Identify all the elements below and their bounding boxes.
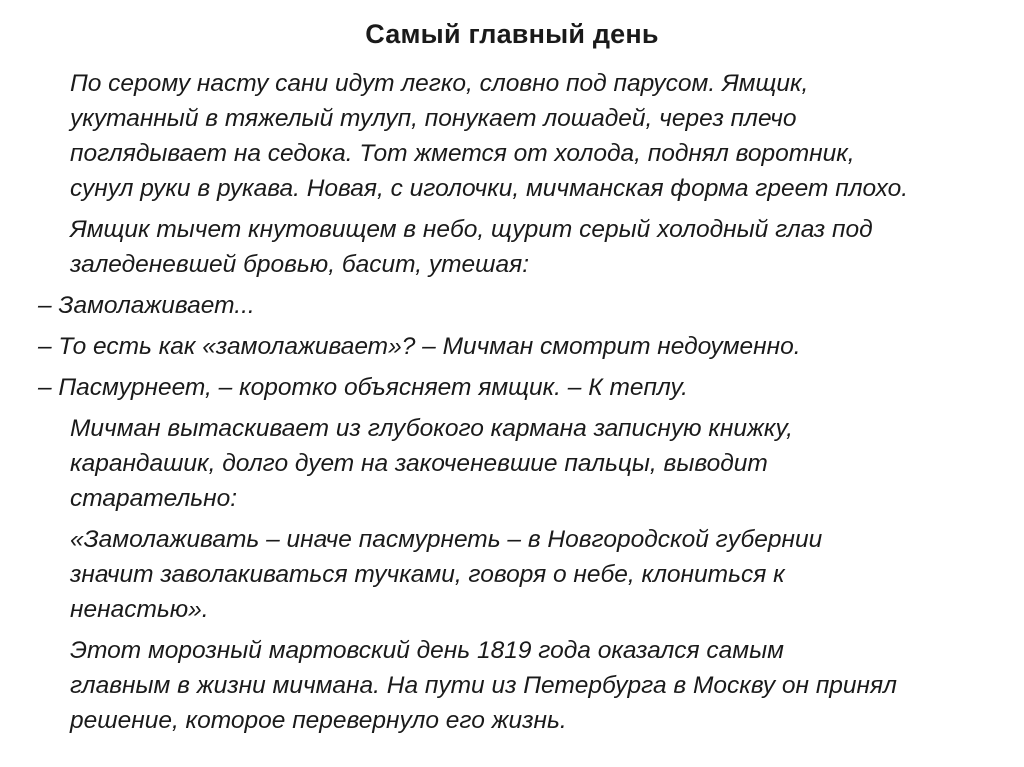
text-line: – Пасмурнеет, – коротко объясняет ямщик. – К теплу. <box>38 374 688 401</box>
text-line: укутанный в тяжелый тулуп, понукает лошадей, через плечо <box>70 105 797 132</box>
dialogue-line-1 <box>38 288 988 323</box>
paragraph-coachman-speaks <box>38 212 988 282</box>
text-line: старательно: <box>70 485 238 512</box>
paragraph-notebook <box>38 411 988 516</box>
text-line: значит заволакиваться тучками, говоря о небе, клониться к <box>70 561 785 588</box>
slide-title: Самый главный день <box>365 19 659 49</box>
paragraph-conclusion <box>38 633 988 738</box>
text-line: поглядывает на седока. Тот жмется от холода, поднял воротник, <box>70 140 855 167</box>
text-line: – Замолаживает... <box>38 292 255 319</box>
text-line: Этот морозный мартовский день 1819 года оказался самым <box>70 637 784 664</box>
dialogue-line-2 <box>38 329 988 364</box>
text-line: Мичман вытаскивает из глубокого кармана записную книжку, <box>70 415 793 442</box>
text-line: Ямщик тычет кнутовищем в небо, щурит серый холодный глаз под <box>70 216 873 243</box>
text-line: «Замолаживать – иначе пасмурнеть – в Новгородской губернии <box>70 526 823 553</box>
slide-body-text <box>38 66 988 744</box>
text-line: решение, которое перевернуло его жизнь. <box>70 707 567 734</box>
text-line: главным в жизни мичмана. На пути из Петербурга в Москву он принял <box>70 672 897 699</box>
text-line: – То есть как «замолаживает»? – Мичман смотрит недоуменно. <box>38 333 801 360</box>
text-line: ненастью». <box>70 596 209 623</box>
dialogue-line-3 <box>38 370 988 405</box>
text-line: карандашик, долго дует на закоченевшие пальцы, выводит <box>70 450 768 477</box>
text-line: сунул руки в рукава. Новая, с иголочки, мичманская форма греет плохо. <box>70 175 909 202</box>
text-line: заледеневшей бровью, басит, утешая: <box>70 251 530 278</box>
paragraph-sleigh-ride <box>38 66 988 206</box>
text-line: По серому насту сани идут легко, словно под парусом. Ямщик, <box>70 70 809 97</box>
paragraph-definition-quote <box>38 522 988 627</box>
